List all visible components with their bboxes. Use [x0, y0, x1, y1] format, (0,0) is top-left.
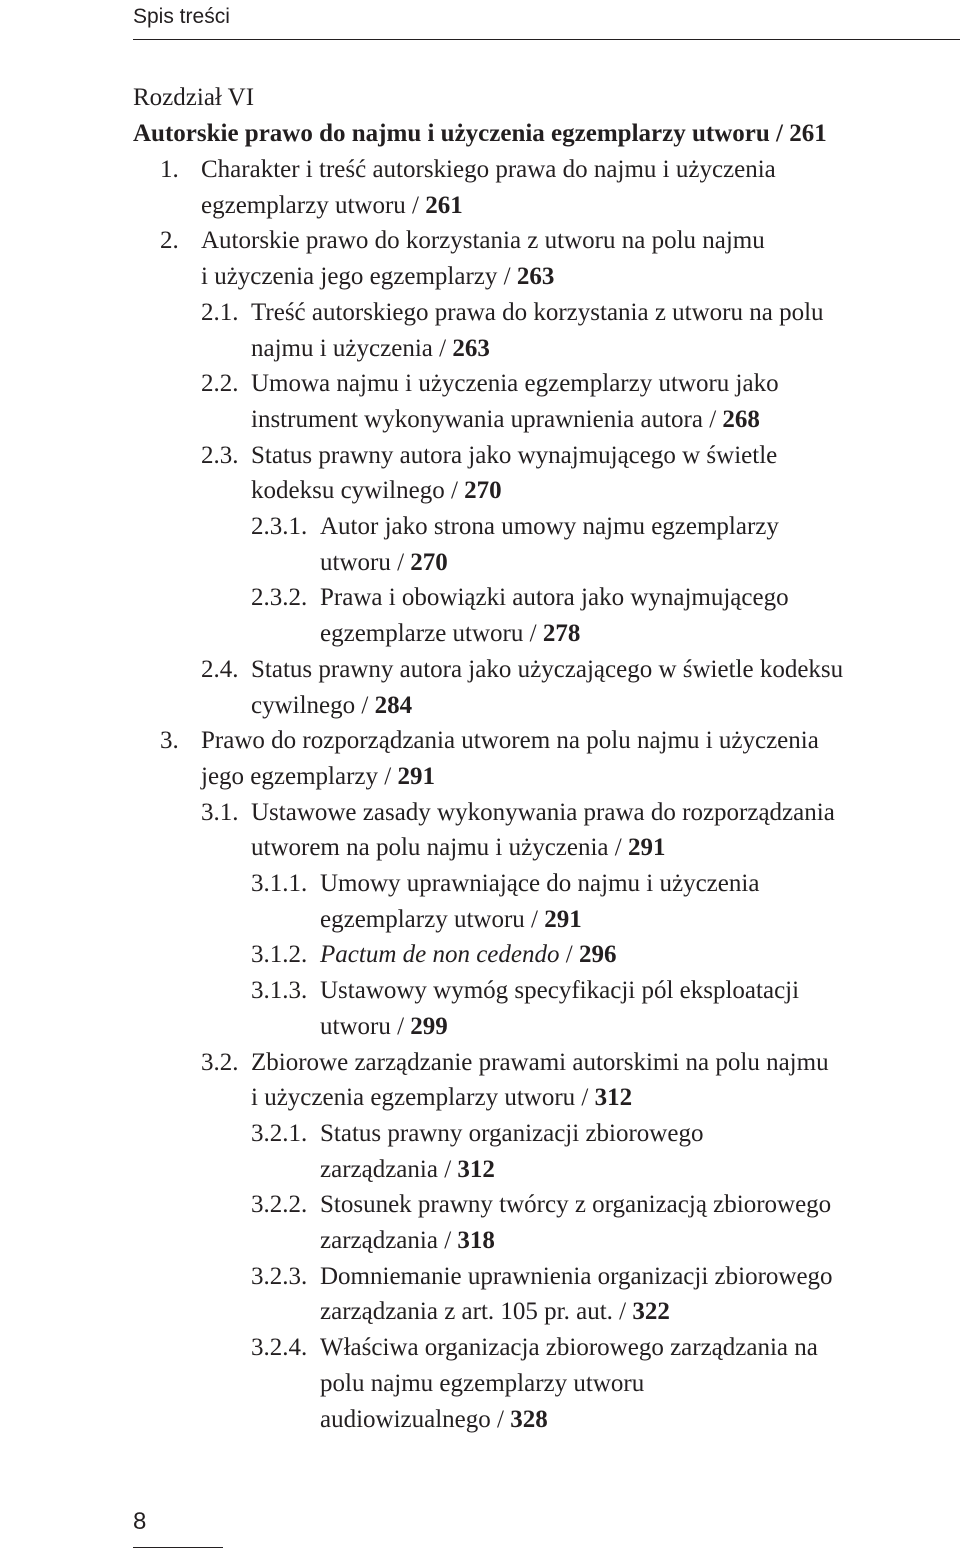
toc-entry-text: Autorskie prawo do korzystania z utworu na polu najmu: [201, 227, 765, 255]
toc-entry-title: [201, 723, 819, 794]
toc-entry-number: 3.2.4.: [251, 1334, 308, 1362]
toc-entry-line: [201, 759, 819, 795]
toc-entry-text: Status prawny organizacji zbiorowego: [320, 1119, 704, 1147]
toc-entry-line: [320, 1187, 831, 1223]
toc-entry-text: kodeksu cywilnego /: [251, 477, 465, 505]
toc-entry-text: instrument wykonywania uprawnienia autora /: [251, 405, 723, 433]
toc-entry-page-number: 263: [452, 334, 490, 362]
toc-entry-line: [251, 295, 824, 331]
toc-entry-title: [251, 795, 835, 866]
chapter-title: Autorskie prawo do najmu i użyczenia egzemplarzy utworu / 261: [133, 120, 827, 147]
toc-entry-number: 2.1.: [201, 298, 239, 326]
toc-entry-text: Ustawowy wymóg specyfikacji pól eksploatacji: [320, 977, 800, 1005]
toc-entry-title: [320, 580, 789, 651]
toc-entry-page-number: 291: [397, 762, 435, 790]
toc-entry-text: Umowy uprawniające do najmu i użyczenia: [320, 870, 760, 897]
toc-entry-line: [320, 580, 789, 616]
toc-entry-line: [320, 509, 779, 545]
toc-entry-line: [251, 1045, 829, 1081]
toc-entry-title: [320, 1116, 703, 1187]
toc-entry-number: 2.3.1.: [251, 513, 308, 540]
toc-entry-page-number: 270: [410, 548, 448, 576]
folio-rule: [133, 1547, 223, 1548]
toc-entry-line: [320, 1294, 833, 1330]
toc-entry-line: [251, 331, 824, 367]
toc-entry-page-number: 322: [632, 1298, 670, 1326]
toc-entry-title: [320, 1187, 831, 1258]
toc-entry-title: [251, 1045, 829, 1116]
toc-entry-text: i użyczenia egzemplarzy utworu /: [251, 1084, 595, 1112]
toc-entry-page-number: 278: [542, 620, 581, 648]
toc-entry-line: [320, 616, 789, 652]
toc-entry-number: 3.1.: [201, 798, 239, 826]
toc-entry-text: zarządzania /: [320, 1227, 458, 1254]
toc-entry-text: i użyczenia jego egzemplarzy /: [201, 263, 517, 291]
toc-entry-line: [251, 402, 779, 438]
toc-entry-text: egzemplarzy utworu /: [201, 191, 426, 219]
toc-entry-text: zarządzania z art. 105 pr. aut. /: [320, 1298, 633, 1326]
toc-entry-text: egzemplarze utworu /: [320, 620, 543, 648]
toc-entry-page-number: 261: [425, 191, 463, 219]
toc-entry-text: Domniemanie uprawnienia organizacji zbiorowego: [320, 1262, 833, 1290]
toc-entry-number: 3.1.1.: [251, 870, 308, 897]
toc-entry-page-number: 268: [722, 405, 760, 433]
toc-entry-line: [201, 723, 819, 759]
toc-entry-title: [251, 295, 824, 366]
toc-entry-line: [251, 795, 835, 831]
toc-entry-text: Status prawny autora jako wynajmującego w świetle: [251, 441, 778, 469]
toc-entry-text: Ustawowe zasady wykonywania prawa do rozporządzania: [251, 798, 835, 826]
toc-entry-number: 3.2.3.: [251, 1262, 308, 1290]
toc-entry-line: [320, 1116, 703, 1152]
toc-entry-text: najmu i użyczenia /: [251, 334, 453, 362]
toc-entry-line: [201, 188, 776, 224]
toc-entry-line: [320, 937, 616, 973]
toc-entry-line: [251, 652, 843, 688]
toc-entry-number: 2.2.: [201, 370, 239, 398]
running-head-title: Spis treści: [133, 5, 230, 28]
toc-entry-title: [320, 937, 616, 973]
toc-entry-text: Prawo do rozporządzania utworem na polu najmu i użyczenia: [201, 727, 819, 755]
toc-entry-text: utworu /: [320, 1012, 411, 1040]
toc-entry-number: 2.: [160, 227, 179, 255]
toc-entry-line: [320, 1009, 799, 1045]
page-number: 8: [133, 1508, 147, 1535]
toc-entry-italic-title: Pactum de non cedendo: [320, 941, 560, 969]
toc-entry-text: Prawa i obowiązki autora jako wynajmującego: [320, 584, 789, 612]
toc-entry-number: 3.: [160, 727, 179, 755]
toc-entry-line: [251, 366, 779, 402]
toc-entry-text: /: [559, 941, 579, 969]
toc-entry-page-number: 296: [578, 941, 617, 969]
toc-entry-text: audiowizualnego /: [320, 1405, 511, 1433]
toc-entry-title: [251, 366, 779, 437]
toc-entry-line: [320, 866, 759, 902]
toc-entry-text: Autor jako strona umowy najmu egzemplarzy: [320, 513, 779, 540]
chapter-label: Rozdział VI: [133, 84, 255, 111]
toc-entry-line: [251, 438, 777, 474]
toc-entry-number: 2.4.: [201, 655, 239, 683]
toc-entry-text: utworu /: [320, 548, 411, 576]
toc-entry-line: [251, 688, 843, 724]
toc-entry-text: Umowa najmu i użyczenia egzemplarzy utworu jako: [251, 370, 779, 398]
toc-entry-line: [251, 473, 777, 509]
toc-entry-page-number: 318: [457, 1227, 495, 1254]
toc-entry-line: [201, 152, 776, 188]
running-head: [133, 0, 960, 40]
toc-entry-line: [320, 902, 759, 938]
toc-entry-line: [320, 1402, 818, 1438]
toc-entry-number: 3.2.2.: [251, 1191, 308, 1219]
toc-entry-page-number: 291: [544, 905, 582, 933]
toc-entry-number: 2.3.: [201, 441, 239, 469]
toc-entry-line: [201, 259, 765, 295]
toc-entry-page-number: 312: [594, 1084, 633, 1112]
toc-entry-page-number: 299: [410, 1012, 448, 1040]
toc-entry-text: jego egzemplarzy /: [201, 762, 398, 790]
toc-entry-line: [201, 223, 765, 259]
toc-entry-page-number: 312: [457, 1155, 495, 1183]
toc-entry-text: Charakter i treść autorskiego prawa do najmu i użyczenia: [201, 156, 776, 183]
toc-entry-page-number: 284: [374, 691, 413, 719]
toc-entry-line: [320, 1152, 703, 1188]
toc-entry-title: [320, 509, 779, 580]
toc-entry-title: [201, 152, 776, 223]
toc-entry-line: [320, 1330, 818, 1366]
toc-entry-number: 2.3.2.: [251, 584, 308, 612]
toc-entry-text: egzemplarzy utworu /: [320, 905, 545, 933]
toc-entry-number: 3.2.: [201, 1048, 239, 1076]
toc-entry-line: [251, 830, 835, 866]
toc-entry-text: Stosunek prawny twórcy z organizacją zbiorowego: [320, 1191, 832, 1219]
toc-entry-line: [320, 1259, 833, 1295]
toc-entry-title: [251, 652, 843, 723]
toc-entry-text: polu najmu egzemplarzy utworu: [320, 1369, 645, 1397]
toc-entry-page-number: 263: [516, 263, 555, 291]
toc-entry-line: [320, 1366, 818, 1402]
toc-entry-title: [320, 866, 759, 937]
toc-entry-text: utworem na polu najmu i użyczenia /: [251, 834, 628, 862]
toc-entry-number: 3.1.2.: [251, 941, 308, 969]
toc-entry-title: [320, 1330, 818, 1437]
toc-entry-text: Treść autorskiego prawa do korzystania z utworu na polu: [251, 298, 824, 326]
toc-entry-title: [320, 1259, 833, 1330]
toc-entry-line: [320, 545, 779, 581]
toc-entry-number: 3.1.3.: [251, 977, 308, 1005]
toc-entry-line: [251, 1080, 829, 1116]
toc-entry-page-number: 270: [464, 477, 502, 505]
toc-entry-title: [320, 973, 799, 1044]
toc-entry-title: [201, 223, 765, 294]
toc-entry-text: zarządzania /: [320, 1155, 458, 1183]
toc-entry-number: 3.2.1.: [251, 1119, 308, 1147]
toc-entry-page-number: 291: [627, 834, 666, 862]
toc-entry-text: Właściwa organizacja zbiorowego zarządzania na: [320, 1334, 818, 1362]
toc-entry-title: [251, 438, 777, 509]
toc-entry-line: [320, 1223, 831, 1259]
toc-entry-number: 1.: [160, 156, 179, 183]
toc-entry-line: [320, 973, 799, 1009]
toc-entry-page-number: 328: [510, 1405, 548, 1433]
toc-entry-text: Zbiorowe zarządzanie prawami autorskimi na polu najmu: [251, 1048, 829, 1076]
toc-entry-text: cywilnego /: [251, 691, 375, 719]
toc-entry-text: Status prawny autora jako użyczającego w świetle kodeksu: [251, 655, 844, 683]
